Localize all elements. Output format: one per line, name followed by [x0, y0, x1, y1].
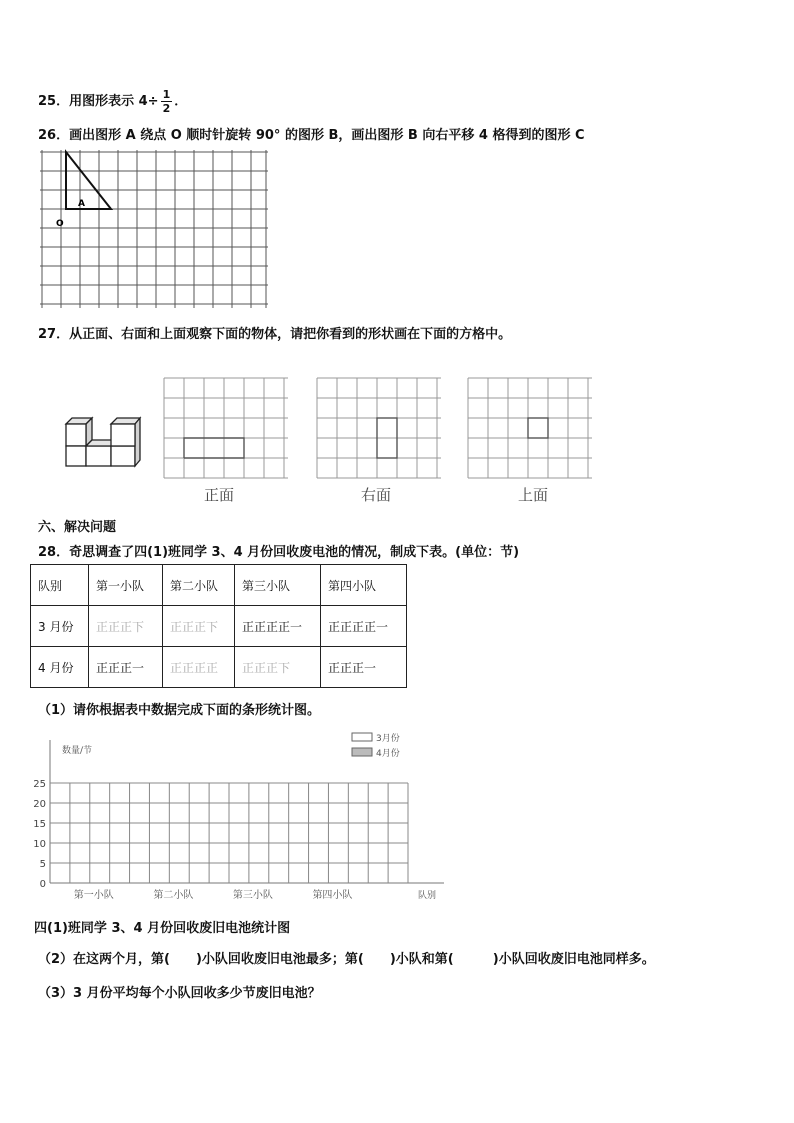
y-tick-label: 25 — [33, 779, 46, 790]
x-axis-label: 队别 — [418, 891, 437, 901]
bar-chart[interactable] — [30, 728, 460, 904]
battery-table — [30, 564, 407, 688]
sub-question-1: （1）请你根据表中数据完成下面的条形统计图。 — [38, 703, 321, 718]
tally-cell: 正正正正一 — [321, 606, 407, 647]
table-row — [31, 647, 407, 688]
x-category-label: 第一小队 — [73, 890, 114, 901]
sub-question-2: （2）在这两个月，第( )小队回收废旧电池最多；第( )小队和第( )小队回收废旧电池同样多。 — [38, 952, 655, 967]
q25-suffix: ． — [174, 94, 188, 109]
tally-cell: 正正正正 — [163, 647, 235, 688]
tally-cell: 正正正一 — [321, 647, 407, 688]
row-label: 4 月份 — [31, 647, 89, 688]
chart-categories — [74, 888, 353, 901]
legend-label-april: 4月份 — [376, 749, 400, 759]
tally-cell: 正正正一 — [89, 647, 163, 688]
table-row — [31, 606, 407, 647]
fraction-numerator: 1 — [162, 88, 171, 101]
label-o: O — [56, 219, 64, 229]
tally-cell: 正正正下 — [89, 606, 163, 647]
grid-lines — [40, 150, 268, 308]
y-tick-label: 15 — [33, 819, 46, 830]
legend-swatch-april — [352, 748, 372, 756]
fraction-denominator: 2 — [162, 102, 171, 115]
cube-stack-figure — [60, 410, 150, 468]
q25-text: 25．用图形表示 4÷ — [38, 94, 159, 109]
section-heading: 六、解决问题 — [38, 520, 117, 535]
y-tick-label: 20 — [33, 799, 46, 810]
tally-cell: 正正正下 — [235, 647, 321, 688]
legend-swatch-march — [352, 733, 372, 741]
question-25 — [38, 88, 187, 115]
chart-grid — [50, 740, 444, 883]
chart-caption: 四(1)班同学 3、4 月份回收废旧电池统计图 — [34, 921, 291, 936]
question-26: 26．画出图形 A 绕点 O 顺时针旋转 90° 的图形 B，画出图形 B 向右平移 4 格得到的图形 C — [38, 128, 585, 143]
label-front-view: 正面 — [204, 486, 235, 504]
row-label: 3 月份 — [31, 606, 89, 647]
tally-cell: 正正正正一 — [235, 606, 321, 647]
y-tick-label: 0 — [39, 879, 46, 890]
grid-right-view[interactable] — [315, 376, 443, 482]
x-category-label: 第三小队 — [232, 890, 273, 901]
fraction — [161, 88, 173, 115]
header-cell: 第二小队 — [163, 565, 235, 606]
tally-cell: 正正正下 — [163, 606, 235, 647]
y-tick-label: 10 — [33, 839, 46, 850]
header-cell: 第四小队 — [321, 565, 407, 606]
q26-grid[interactable] — [36, 148, 272, 312]
grid-front-view[interactable] — [162, 376, 290, 482]
chart-ticks — [33, 779, 46, 890]
header-cell: 队别 — [31, 565, 89, 606]
label-a: A — [78, 199, 85, 209]
label-right-view: 右面 — [361, 486, 392, 504]
x-category-label: 第四小队 — [312, 890, 353, 901]
table-header-row — [31, 565, 407, 606]
x-category-label: 第二小队 — [153, 890, 194, 901]
sub-question-3: （3）3 月份平均每个小队回收多少节废旧电池？ — [38, 986, 321, 1001]
y-tick-label: 5 — [39, 859, 46, 870]
header-cell: 第一小队 — [89, 565, 163, 606]
triangle-a — [66, 152, 111, 209]
legend-label-march: 3月份 — [376, 734, 400, 744]
question-28: 28．奇思调查了四(1)班同学 3、4 月份回收废电池的情况，制成下表。(单位：节) — [38, 545, 520, 560]
y-axis-label: 数量/节 — [62, 746, 93, 756]
label-top-view: 上面 — [518, 486, 549, 504]
question-27: 27．从正面、右面和上面观察下面的物体，请把你看到的形状画在下面的方格中。 — [38, 327, 512, 342]
header-cell: 第三小队 — [235, 565, 321, 606]
grid-top-view[interactable] — [466, 376, 594, 482]
